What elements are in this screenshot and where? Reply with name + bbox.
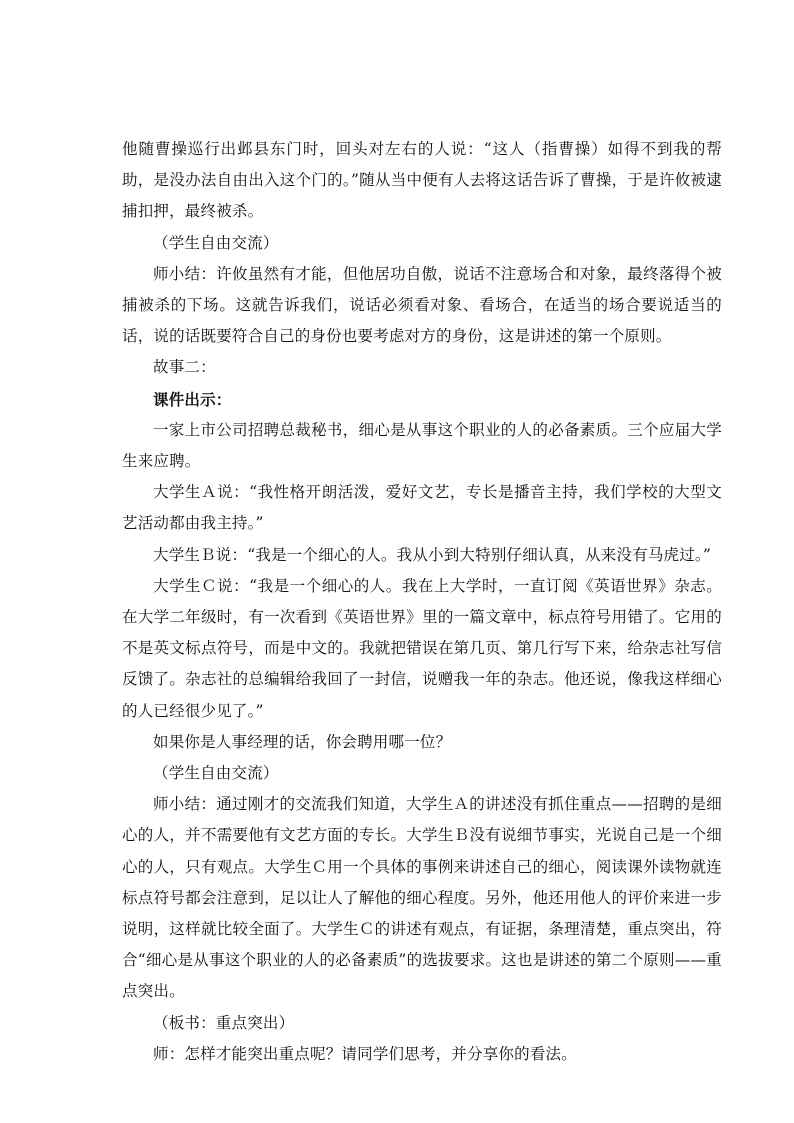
paragraph-recruitment-scenario: 一家上市公司招聘总裁秘书，细心是从事这个职业的人的必备素质。三个应届大学生来应聘。: [122, 420, 722, 471]
paragraph-question: 如果你是人事经理的话，你会聘用哪一位？: [153, 732, 452, 751]
paragraph-student-discussion-2: （学生自由交流）: [153, 764, 279, 783]
paragraph-teacher-summary-1: 师小结：许攸虽然有才能，但他居功自傲，说话不注意场合和对象，最终落得个被捕被杀的下场。这就告诉我们，说话必须看对象、看场合，在适当的场合要说适当的话，说的话既要符合自己的身份也要考虑对方的身份，这是讲述的第一个原则。: [122, 264, 722, 346]
paragraph-story-ending: 他随曹操巡行出邺县东门时，回头对左右的人说：“这人（指曹操）如得不到我的帮助，是没办法自由出入这个门的。”随从当中便有人去将这话告诉了曹操，于是许攸被逮捕扣押，最终被杀。: [122, 140, 722, 221]
paragraph-student-a: 大学生Ａ说：“我性格开朗活泼，爱好文艺，专长是播音主持，我们学校的大型文艺活动都由我主持。”: [122, 483, 722, 533]
paragraph-story-two-heading: 故事二：: [153, 358, 216, 377]
paragraph-student-b: 大学生Ｂ说：“我是一个细心的人。我从小到大特别仔细认真，从来没有马虎过。”: [153, 545, 712, 564]
paragraph-teacher-question: 师：怎样才能突出重点呢？请同学们思考，并分享你的看法。: [153, 1044, 577, 1063]
paragraph-courseware-heading: 课件出示：: [153, 389, 232, 409]
paragraph-student-c: 大学生Ｃ说：“我是一个细心的人。我在上大学时，一直订阅《英语世界》杂志。在大学二年级时，有一次看到《英语世界》里的一篇文章中，标点符号用错了。它用的不是英文标点符号，而是中文的。我就把错误在第几页、第几行写下来，给杂志社写信反馈了。杂志社的总编辑给我回了一封信，说赠我一年的杂志。他还说，像我这样细心的人已经很少见了。”: [122, 576, 722, 720]
paragraph-student-discussion: （学生自由交流）: [153, 233, 279, 252]
document-body: [122, 134, 722, 1070]
paragraph-blackboard-note: （板书：重点突出）: [153, 1013, 295, 1032]
paragraph-teacher-summary-2: 师小结：通过刚才的交流我们知道，大学生Ａ的讲述没有抓住重点——招聘的是细心的人，并不需要他有文艺方面的专长。大学生Ｂ没有说细节事实，光说自己是一个细心的人，只有观点。大学生Ｃ用一个具体的事例来讲述自己的细心，阅读课外读物就连标点符号都会注意到，足以让人了解他的细心程度。另外，他还用他人的评价来进一步说明，这样就比较全面了。大学生Ｃ的讲述有观点，有证据，条理清楚，重点突出，符合“细心是从事这个职业的人的必备素质”的选拔要求。这也是讲述的第二个原则——重点突出。: [122, 795, 722, 1001]
